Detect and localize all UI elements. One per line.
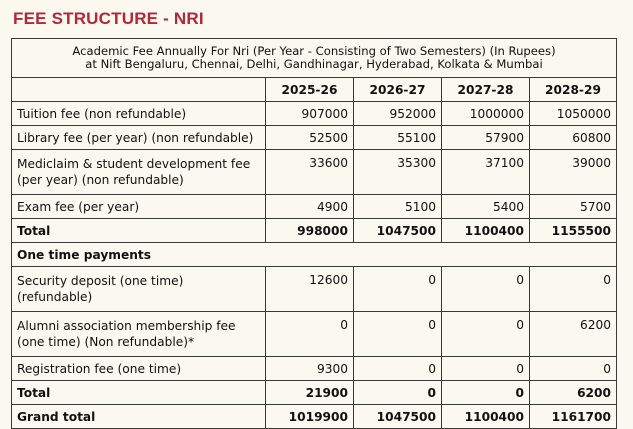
fee-cell: 0: [530, 357, 617, 381]
fee-cell: 1000000: [442, 102, 530, 126]
grand-total-cell: 1100400: [442, 405, 530, 429]
fee-cell: 5700: [530, 195, 617, 219]
row-label-line-2: (one time) (Non refundable)*: [17, 335, 195, 349]
row-label: Total: [12, 219, 266, 243]
row-label: Registration fee (one time): [12, 357, 266, 381]
total-cell: 1047500: [354, 219, 442, 243]
total-cell: 998000: [266, 219, 354, 243]
fee-cell: 4900: [266, 195, 354, 219]
fee-cell: 5100: [354, 195, 442, 219]
fee-cell: 60800: [530, 126, 617, 150]
fee-cell: 0: [530, 267, 617, 312]
table-row-tuition: [12, 102, 617, 126]
fee-cell: 0: [266, 312, 354, 357]
fee-table: [11, 38, 617, 429]
table-row-library: [12, 126, 617, 150]
total-cell: 21900: [266, 381, 354, 405]
table-row-security: [12, 267, 617, 312]
fee-cell: 37100: [442, 150, 530, 195]
year-header: 2028-29: [530, 78, 617, 102]
fee-cell: 35300: [354, 150, 442, 195]
fee-cell: 57900: [442, 126, 530, 150]
table-row-exam: [12, 195, 617, 219]
grand-total-cell: 1161700: [530, 405, 617, 429]
total-cell: 1100400: [442, 219, 530, 243]
fee-cell: 33600: [266, 150, 354, 195]
row-label-line-1: Mediclaim & student development fee: [17, 157, 251, 171]
table-row-registration: [12, 357, 617, 381]
header-blank: [12, 78, 266, 102]
row-label: [12, 267, 266, 312]
table-row-total-one-time: [12, 381, 617, 405]
fee-cell: 1050000: [530, 102, 617, 126]
section-heading: One time payments: [12, 243, 617, 267]
total-cell: 0: [442, 381, 530, 405]
row-label-line-2: (per year) (non refundable): [17, 173, 184, 187]
row-label-line-2: (refundable): [17, 290, 93, 304]
caption-line-2: at Nift Bengaluru, Chennai, Delhi, Gandhinagar, Hyderabad, Kolkata & Mumbai: [85, 57, 543, 71]
table-row-alumni: [12, 312, 617, 357]
section-row-one-time: [12, 243, 617, 267]
row-label-line-1: Security deposit (one time): [17, 274, 184, 288]
table-caption: [12, 39, 617, 78]
fee-cell: 9300: [266, 357, 354, 381]
row-label: Tuition fee (non refundable): [12, 102, 266, 126]
row-label: Grand total: [12, 405, 266, 429]
row-label-line-1: Alumni association membership fee: [17, 319, 236, 333]
total-cell: 0: [354, 381, 442, 405]
fee-cell: 0: [354, 267, 442, 312]
year-header: 2027-28: [442, 78, 530, 102]
fee-cell: 55100: [354, 126, 442, 150]
grand-total-cell: 1019900: [266, 405, 354, 429]
year-header: 2026-27: [354, 78, 442, 102]
total-cell: 1155500: [530, 219, 617, 243]
row-label: [12, 150, 266, 195]
row-label: [12, 312, 266, 357]
fee-cell: 6200: [530, 312, 617, 357]
year-header-row: [12, 78, 617, 102]
year-header: 2025-26: [266, 78, 354, 102]
fee-cell: 907000: [266, 102, 354, 126]
fee-cell: 12600: [266, 267, 354, 312]
fee-cell: 5400: [442, 195, 530, 219]
fee-cell: 0: [354, 312, 442, 357]
row-label: Total: [12, 381, 266, 405]
caption-line-1: Academic Fee Annually For Nri (Per Year - Consisting of Two Semesters) (In Rupees): [72, 44, 556, 58]
fee-cell: 39000: [530, 150, 617, 195]
table-row-grand-total: [12, 405, 617, 429]
row-label: Exam fee (per year): [12, 195, 266, 219]
fee-cell: 952000: [354, 102, 442, 126]
fee-cell: 0: [442, 312, 530, 357]
total-cell: 6200: [530, 381, 617, 405]
row-label: Library fee (per year) (non refundable): [12, 126, 266, 150]
table-row-total-annual: [12, 219, 617, 243]
fee-cell: 52500: [266, 126, 354, 150]
fee-cell: 0: [442, 267, 530, 312]
page-title: FEE STRUCTURE - NRI: [13, 9, 204, 28]
table-row-mediclaim: [12, 150, 617, 195]
fee-cell: 0: [442, 357, 530, 381]
fee-cell: 0: [354, 357, 442, 381]
grand-total-cell: 1047500: [354, 405, 442, 429]
